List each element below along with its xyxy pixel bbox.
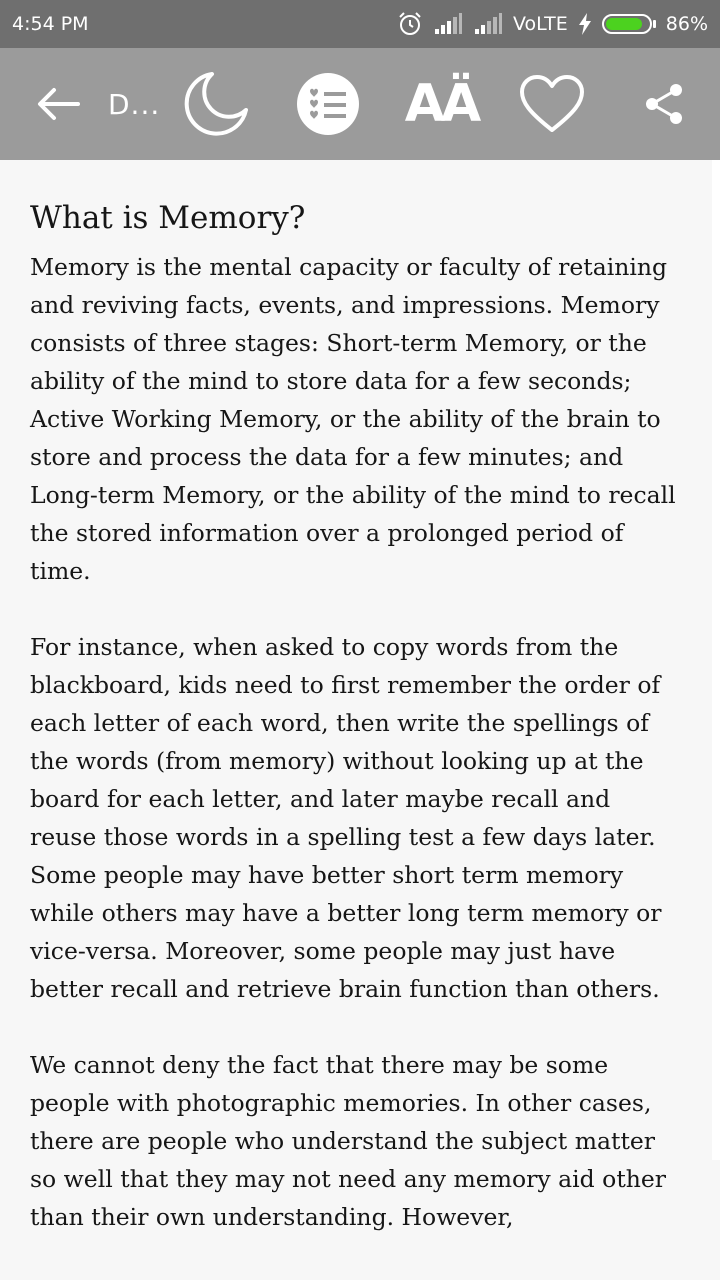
toolbar-title — [108, 48, 168, 160]
alarm-icon — [397, 11, 423, 37]
network-label: VoLTE — [513, 13, 568, 35]
back-arrow-icon[interactable] — [30, 48, 86, 160]
battery-icon — [602, 14, 656, 34]
night-mode-moon-icon[interactable] — [180, 48, 252, 160]
article-paragraph: For instance, when asked to copy words from the blackboard, kids need to first remember the order of each letter of each word, then write the spellings of the words (from memory) without looking up at the board for each letter, and later maybe recall and reuse those words in a spelling test a few days later. Some people may have better short term memory while others may have a better long term memory or vice-versa. Moreover, some people may just have better recall and retrieve brain function than others. — [30, 633, 662, 1003]
status-icons — [397, 11, 708, 37]
heart-icon[interactable] — [516, 48, 588, 160]
status-bar — [0, 0, 720, 48]
signal-icon — [433, 13, 463, 35]
charging-bolt-icon — [578, 13, 592, 35]
favorites-list-icon[interactable] — [294, 48, 362, 160]
signal-icon — [473, 13, 503, 35]
article-paragraph: Memory is the mental capacity or faculty of retaining and reviving facts, events, and impressions. Memory consists of three stages: Short-term Memory, or the ability of the mind to store data for a few seconds; Active Working Memory, or the ability of the brain to store and process the data for a few minutes; and Long-term Memory, or the ability of the mind to recall the stored information over a prolonged period of time. — [30, 253, 676, 585]
status-time: 4:54 PM — [12, 13, 89, 35]
article-title: What is Memory? — [30, 200, 306, 236]
article-content[interactable] — [0, 160, 712, 1280]
font-size-icon[interactable] — [404, 48, 478, 160]
battery-percent: 86% — [665, 13, 708, 35]
scroll-edge — [712, 160, 720, 1160]
document-title: D... — [108, 87, 161, 121]
article-paragraph: We cannot deny the fact that there may be some people with photographic memories. In other cases, there are people who understand the subject matter so well that they may not need any memory aid other than their own understanding. However, — [30, 1051, 667, 1231]
toolbar — [0, 48, 720, 160]
font-size-label: AÄ — [404, 74, 478, 134]
share-icon[interactable] — [636, 48, 692, 160]
